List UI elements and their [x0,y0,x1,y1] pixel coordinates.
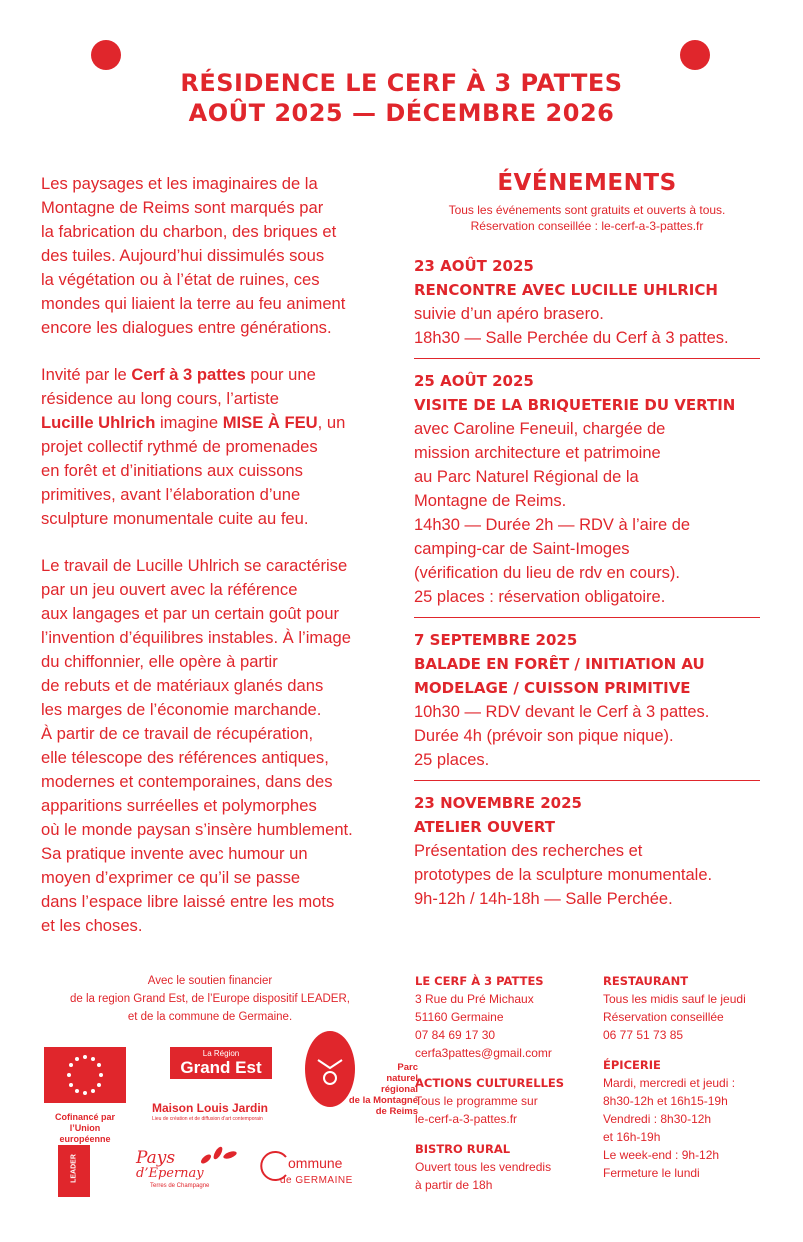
event-item: 23 AOÛT 2025 RENCONTRE AVEC LUCILLE UHLRICH suivie d’un apéro brasero. 18h30 — Salle Perchée du Cerf à 3 pattes. [414,254,760,359]
event-date: 7 SEPTEMBRE 2025 [414,631,578,649]
intro-paragraph-3: Le travail de Lucille Uhlrich se caractérise par un jeu ouvert avec la référence aux langages et par un certain goût pour l’invention d’équilibres instables. À l’image du chiffonnier, elle opère à partir de rebuts et de matériaux glanés dans les marges de l’économie marchande. À partir de ce travail de récupération, elle télescope des références antiques, modernes et contemporaines, dans des apparitions surréelles et polymorphes où le monde paysan s’insère humblement. Sa pratique invente avec humour un moyen d’exprimer ce qu’il se passe dans l’espace libre laissé entre les mots et les choses. [41,556,353,935]
actions-heading: ACTIONS CULTURELLES [415,1076,565,1090]
email-link[interactable]: cerfa3pattes@gmail.comr [415,1046,552,1060]
event-item: 23 NOVEMBRE 2025 ATELIER OUVERT Présentation des recherches et prototypes de la sculpture monumentale. 9h-12h / 14h-18h — Salle Perchée. [414,791,760,919]
phone-number[interactable]: 07 84 69 17 30 [415,1028,496,1042]
maison-louis-jardin-logo: Maison Louis Jardin Lieu de création et de diffusion d’art contemporain [152,1101,269,1122]
venue-heading: LE CERF À 3 PATTES [415,974,544,988]
bistro-heading: BISTRO RURAL [415,1142,511,1156]
events-list [414,254,760,919]
events-heading: ÉVÉNEMENTS [497,170,677,196]
title-line-1: RÉSIDENCE LE CERF À 3 PATTES [180,69,623,97]
event-item: 7 SEPTEMBRE 2025 BALADE EN FORÊT / INITIATION AU MODELAGE / CUISSON PRIMITIVE 10h30 — RDV devant le Cerf à 3 pattes. Durée 4h (prévoir son pique nique). 25 places. [414,628,760,781]
title-line-2: AOÛT 2025 — DÉCEMBRE 2026 [188,99,615,127]
website-link[interactable]: le-cerf-a-3-pattes.fr [415,1112,518,1126]
events-note: Tous les événements sont gratuits et ouverts à tous. Réservation conseillée : le-cerf-a-3-pattes.fr [448,203,726,233]
parc-naturel-logo: Parc naturel régional de la Montagne de Reims [304,1030,368,1113]
event-date: 23 NOVEMBRE 2025 [414,794,582,812]
restaurant-phone[interactable]: 06 77 51 73 85 [603,1028,684,1042]
event-name: VISITE DE LA BRIQUETERIE DU VERTIN [414,396,736,414]
event-name: RENCONTRE AVEC LUCILLE UHLRICH [414,281,718,299]
artist-name: Lucille Uhlrich [41,413,156,432]
partner-logos: Cofinancé par l’Union européenne La Région Grand Est Maison Louis Jardin Lieu de création et de diffusion d’art contemporain Parc naturel régional de la Montagne de Reims LEADER Pays d’Epernay Terres de Champagne ommune de GERMAINE [40,1035,400,1205]
page-title [0,68,803,128]
eu-flag-icon [44,1047,126,1103]
event-name: ATELIER OUVERT [414,818,555,836]
decor-dot-left [91,40,121,70]
pays-epernay-icon [196,1141,240,1167]
epicerie-heading: ÉPICERIE [603,1058,661,1072]
funding-note: Avec le soutien financier de la region Grand Est, de l’Europe dispositif LEADER, et de la commune de Germaine. [70,975,350,1023]
event-name: BALADE EN FORÊT / INITIATION AU [414,655,705,673]
eu-logo: Cofinancé par l’Union européenne [44,1047,126,1145]
intro-text [41,172,391,961]
event-date: 23 AOÛT 2025 [414,257,534,275]
contact-column: LE CERF À 3 PATTES 3 Rue du Pré Michaux 51160 Germaine 07 84 69 17 30 cerfa3pattes@gmail.comr ACTIONS CULTURELLES Tous le programme sur le-cerf-a-3-pattes.fr BISTRO RURAL Ouvert tous les vendredis à partir de 18h [415,972,595,1194]
decor-dot-right [680,40,710,70]
restaurant-heading: RESTAURANT [603,974,689,988]
venue-name: Cerf à 3 pattes [131,365,246,384]
pays-epernay-logo: Pays d’Epernay Terres de Champagne [136,1149,246,1191]
leader-logo: LEADER [58,1145,90,1197]
event-date: 25 AOÛT 2025 [414,372,534,390]
region-grand-est-logo: La Région Grand Est [170,1047,272,1079]
work-title: MISE À FEU [222,413,318,432]
intro-paragraph-2: Invité par le Cerf à 3 pattes pour une résidence au long cours, l’artiste Lucille Uhlrich imagine MISE À FEU, un projet collectif rythmé de promenades en forêt et d’initiations aux cuissons primitives, avant l’élaboration d’une sculpture monumentale cuite au feu. [41,365,346,528]
intro-paragraph-1: Les paysages et les imaginaires de la Montagne de Reims sont marqués par la fabrication du charbon, des briques et des tuiles. Aujourd’hui dissimulés sous la végétation ou à l’état de ruines, ces mondes qui liaient la terre au feu animent encore les dialogues entre générations. [41,174,346,337]
event-name-cont: MODELAGE / CUISSON PRIMITIVE [414,679,691,697]
event-item: 25 AOÛT 2025 VISITE DE LA BRIQUETERIE DU VERTIN avec Caroline Feneuil, chargée de mission architecture et patrimoine au Parc Naturel Régional de la Montagne de Reims. 14h30 — Durée 2h — RDV à l’aire de camping-car de Saint-Imoges (vérification du lieu de rdv en cours). 25 places : réservation obligatoire. [414,369,760,618]
events-section [414,168,760,929]
hours-column: RESTAURANT Tous les midis sauf le jeudi Réservation conseillée 06 77 51 73 85 ÉPICERIE Mardi, mercredi et jeudi : 8h30-12h et 16h15-19h Vendredi : 8h30-12h et 16h-19h Le week-end : 9h-12h Fermeture le lundi [603,972,783,1182]
